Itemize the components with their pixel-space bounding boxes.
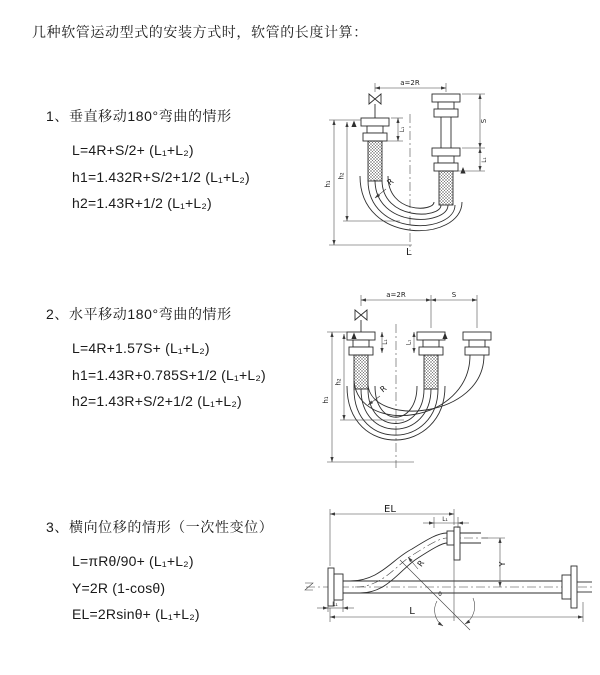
hose-shifted-position [354,355,484,416]
braid-section [424,355,438,389]
section-3-formulas [46,548,273,628]
valve-icon [369,94,381,118]
length-label: L [406,247,412,258]
diagram-lateral-displacement [302,502,600,654]
left-pipe-connection [347,332,375,389]
radius-label: R [415,558,427,569]
right-pipe-connection [432,94,460,205]
right-lower-flange [562,566,592,608]
h1-label: h₁ [324,180,332,188]
pipe-break-mark [305,583,313,590]
formula-h1: h1=1.432R+S/2+1/2 (L₁+L₂) [72,168,250,185]
reference-arrow [460,167,465,174]
braid-section [354,355,368,389]
section-2-heading: 2、水平移动180°弯曲的情形 [46,306,232,322]
left-flange [328,568,343,606]
formula-length: L=4R+S/2+ (L₁+L₂) [72,142,194,158]
dimension-el [330,504,454,569]
h1-label: h₁ [322,396,330,404]
s-label: S [451,291,457,299]
l1-label: L₁ [332,602,338,608]
section-1-formulas [46,137,250,217]
length-label: L [409,606,415,617]
dimension-l1-left [382,332,389,353]
section-1-heading: 1、垂直移动180°弯曲的情形 [46,108,232,124]
h2-label: h₂ [334,378,343,386]
formula-h2: h2=1.43R+1/2 (L₁+L₂) [72,195,212,211]
reference-arrow [351,121,356,128]
formula-length: L=4R+1.57S+ (L₁+L₂) [72,340,210,356]
l1-label: L₁ [400,126,406,133]
braid-section [368,141,382,181]
dimension-width-a2r [375,79,446,92]
dimension-l1-top [423,517,469,528]
section-1 [46,106,250,217]
dimension-travel-s [455,94,488,171]
dimension-l1-middle [407,332,415,353]
width-label: a=2R [400,79,420,87]
el-label: EL [384,504,396,515]
theta-label: θ [438,592,442,598]
middle-pipe-connection [417,332,445,389]
centerline [305,583,594,590]
formula-h2: h2=1.43R+S/2+1/2 (L₁+L₂) [72,393,242,409]
radius-label: R [378,383,389,395]
dimension-width-a2r [361,291,477,328]
radius-label: R [385,176,396,188]
y-label: Y [498,561,507,567]
h2-label: h₂ [337,172,346,180]
width-label: a=2R [386,291,406,299]
formula-h1: h1=1.43R+0.785S+1/2 (L₁+L₂) [72,366,266,383]
section-3 [46,517,273,628]
left-pipe-connection [361,118,389,181]
braid-section [439,171,453,205]
s-label: S [480,118,488,124]
dimension-l1-left [317,601,354,612]
dimension-l [330,602,583,622]
l1-label: L₁ [383,339,389,345]
right-pipe-connection [463,332,491,355]
section-2-formulas [46,335,266,415]
l1-label: L₁ [406,339,413,346]
angle-construction [400,560,475,630]
valve-icon [355,310,367,332]
right-upper-flange [447,527,481,560]
formula-offset: Y=2R (1-cosθ) [72,579,166,596]
page-title: 几种软管运动型式的安装方式时，软管的长度计算： [32,24,368,40]
diagram-horizontal-180-bend [314,284,524,474]
formula-el: EL=2Rsinθ+ (L₁+L₂) [72,606,200,622]
l1-label: L₁ [482,157,488,163]
formula-length: L=πRθ/90+ (L₁+L₂) [72,553,194,569]
section-3-heading: 3、横向位移的情形（一次性变位） [46,519,274,535]
l1-label: L₁ [442,517,448,523]
section-2 [46,304,266,415]
diagram-vertical-180-bend [314,72,524,257]
dimension-y [482,538,507,587]
